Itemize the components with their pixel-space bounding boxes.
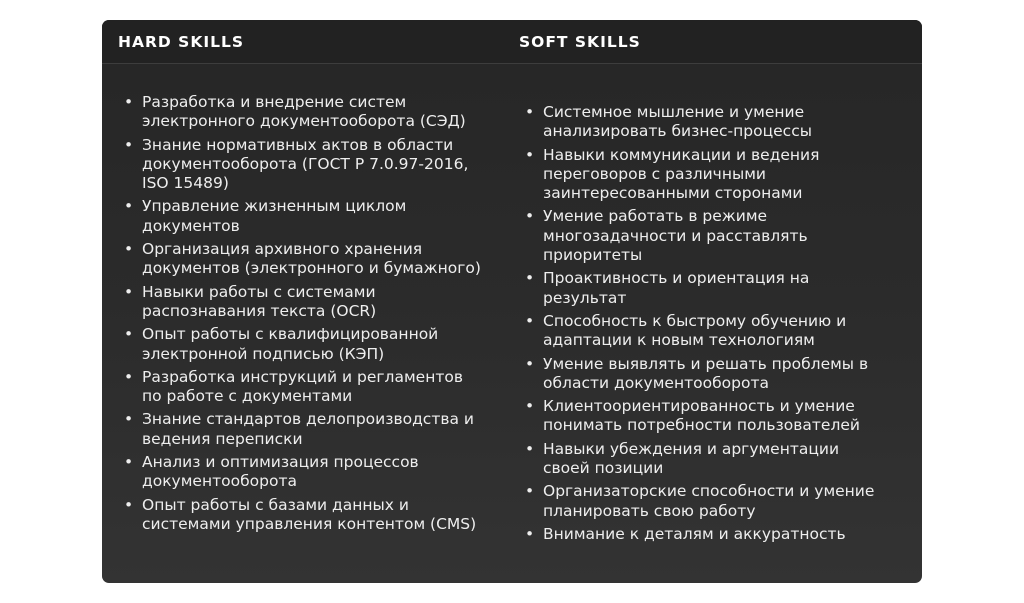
list-item <box>124 283 484 322</box>
list-item <box>124 368 484 407</box>
list-item-text: Навыки убеждения и аргументации своей позиции <box>543 439 840 478</box>
bullet-icon: • <box>525 397 535 416</box>
soft-skills-title: SOFT SKILLS <box>519 33 641 51</box>
bullet-icon: • <box>525 311 535 330</box>
list-item <box>124 197 484 236</box>
list-item-text: Управление жизненным циклом документов <box>142 197 407 235</box>
list-item-text: Опыт работы с квалифицированной электронной подписью (КЭП) <box>142 325 439 363</box>
list-item <box>124 453 484 492</box>
bullet-icon: • <box>124 367 134 386</box>
list-item <box>124 240 484 279</box>
list-item-text: Проактивность и ориентация на результат <box>543 269 810 307</box>
list-item-text: Разработка инструкций и регламентов по работе с документами <box>142 367 463 406</box>
list-item <box>124 410 484 449</box>
list-item <box>525 440 885 479</box>
hard-skills-list <box>124 93 484 538</box>
list-item-text: Системное мышление и умение анализировать бизнес-процессы <box>543 103 812 141</box>
list-item-text: Знание стандартов делопроизводства и ведения переписки <box>142 410 474 448</box>
bullet-icon: • <box>124 240 134 259</box>
bullet-icon: • <box>525 482 535 501</box>
bullet-icon: • <box>124 495 134 514</box>
list-item-text: Опыт работы с базами данных и системами управления контентом (CMS) <box>142 495 477 533</box>
soft-skills-list <box>525 103 885 548</box>
bullet-icon: • <box>124 282 134 301</box>
list-item-text: Навыки коммуникации и ведения переговоров с различными заинтересованными сторонами <box>543 145 820 203</box>
bullet-icon: • <box>525 103 535 121</box>
list-item <box>525 103 885 142</box>
bullet-icon: • <box>525 145 535 164</box>
list-item <box>124 496 484 535</box>
list-item-text: Умение выявлять и решать проблемы в области документооборота <box>543 354 869 392</box>
bullet-icon: • <box>124 410 134 429</box>
list-item-text: Внимание к деталям и аккуратность <box>543 524 846 543</box>
list-item-text: Разработка и внедрение систем электронного документооборота (СЭД) <box>142 93 466 131</box>
bullet-icon: • <box>124 197 134 216</box>
table-header <box>102 20 922 64</box>
list-item <box>525 525 885 544</box>
list-item-text: Способность к быстрому обучению и адаптации к новым технологиям <box>543 311 847 350</box>
bullet-icon: • <box>525 524 535 543</box>
list-item <box>124 136 484 194</box>
bullet-icon: • <box>124 325 134 344</box>
bullet-icon: • <box>124 135 134 154</box>
list-item <box>124 325 484 364</box>
list-item-text: Организация архивного хранения документов (электронного и бумажного) <box>142 240 481 278</box>
bullet-icon: • <box>525 269 535 288</box>
list-item-text: Организаторские способности и умение планировать свою работу <box>543 482 875 520</box>
list-item-text: Знание нормативных актов в области документооборота (ГОСТ Р 7.0.97-2016, ISO 15489) <box>142 135 469 193</box>
bullet-icon: • <box>124 453 134 472</box>
skills-table <box>102 20 922 583</box>
list-item-text: Анализ и оптимизация процессов документооборота <box>142 453 419 491</box>
bullet-icon: • <box>124 93 134 111</box>
bullet-icon: • <box>525 439 535 458</box>
list-item-text: Навыки работы с системами распознавания текста (OCR) <box>142 282 377 320</box>
list-item-text: Умение работать в режиме многозадачности и расставлять приоритеты <box>543 207 808 265</box>
bullet-icon: • <box>525 207 535 226</box>
list-item <box>525 482 885 521</box>
list-item <box>525 312 885 351</box>
bullet-icon: • <box>525 354 535 373</box>
list-item <box>525 146 885 204</box>
list-item <box>124 93 484 132</box>
list-item <box>525 207 885 265</box>
list-item <box>525 269 885 308</box>
list-item <box>525 397 885 436</box>
list-item <box>525 355 885 394</box>
hard-skills-title: HARD SKILLS <box>118 33 245 51</box>
list-item-text: Клиентоориентированность и умение понимать потребности пользователей <box>543 397 860 435</box>
